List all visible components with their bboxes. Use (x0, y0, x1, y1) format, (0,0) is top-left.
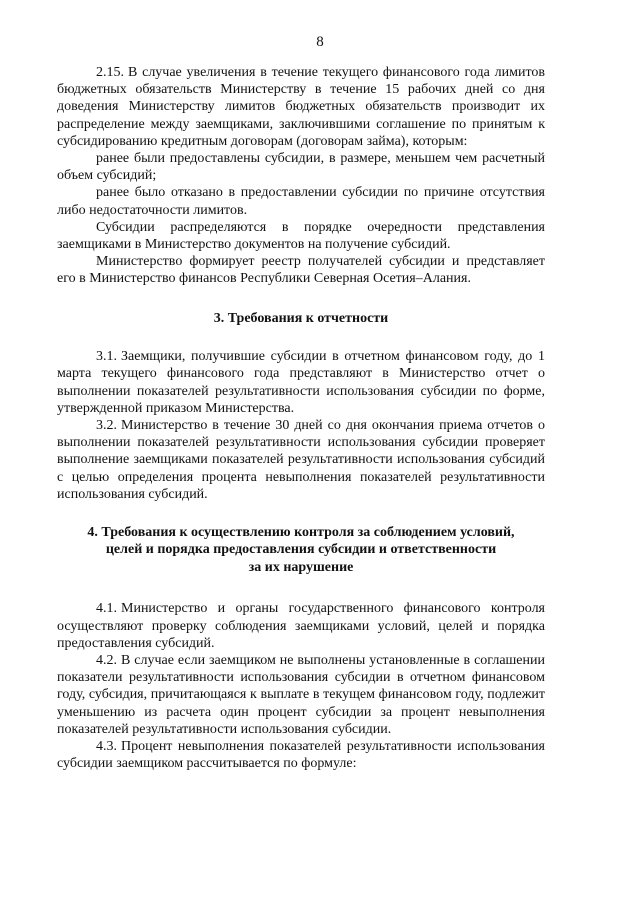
paragraph-number: 3.1. (96, 349, 117, 365)
paragraph-4-2 (57, 652, 545, 738)
paragraph-number: 4.3. (96, 739, 117, 755)
paragraph-number: 4.1. (96, 601, 117, 617)
paragraph-text: Министерство и органы государственного финансового контроля осуществляют проверку соблюдения заемщиками условий, целей и порядка предоставления субсидий. (57, 601, 545, 651)
paragraph-number: 2.15. (96, 65, 124, 80)
section-4-heading-line-1: 4. Требования к осуществлению контроля за соблюдением условий, (87, 524, 515, 540)
section-4-heading-line-3: за их нарушение (248, 559, 354, 575)
paragraph-text: В случае увеличения в течение текущего финансового года лимитов бюджетных обязательств Министерству в течение 15 рабочих дней со дня доведения Министерству лимитов бюджетных обязательств производит их распределение между заемщиками, заключившими соглашение по принятым к субсидированию кредитным договорам (договорам займа), которым: (57, 65, 545, 149)
paragraph-4-3 (57, 738, 545, 772)
paragraph-number: 3.2. (96, 417, 117, 433)
section-4-heading (57, 524, 545, 577)
paragraph-text: Процент невыполнения показателей результативности использования субсидии заемщиком рассчитывается по формуле: (57, 739, 545, 772)
paragraph-text: В случае если заемщиком не выполнены установленные в соглашении показатели результативности использования субсидии в отчетном финансовом году, субсидия, причитающаяся к выплате в текущем финансовом году, подлежит уменьшению из расчета один процент субсидии за процент невыполнения показателей результативности использования субсидии. (57, 653, 545, 737)
document-body (57, 64, 545, 773)
section-4-heading-line-2: целей и порядка предоставления субсидии и ответственности (105, 542, 497, 558)
paragraph-3-1 (57, 348, 545, 417)
paragraph-text: Министерство в течение 30 дней со дня окончания приема отчетов о выполнении показателей результативности использования субсидии проверяет выполнение заемщиками показателей результативности использования субсидий с целью определения процента невыполнения показателей результативности использования субсидий. (57, 417, 545, 502)
paragraph-4-1 (57, 600, 545, 652)
paragraph-2-15 (57, 64, 545, 150)
paragraph-text: Заемщики, получившие субсидии в отчетном финансовом году, до 1 марта текущего финансового года представляют в Министерство отчет о выполнении показателей результативности использования субсидии по форме, утвержденной приказом Министерства. (57, 349, 545, 416)
paragraph-registry: Министерство формирует реестр получателей субсидии и представляет его в Министерство финансов Республики Северная Осетия–Алания. (57, 254, 545, 287)
page-number: 8 (316, 34, 324, 50)
paragraph-3-2 (57, 417, 545, 503)
section-3-heading: 3. Требования к отчетности (213, 310, 389, 326)
paragraph-item-a: ранее были предоставлены субсидии, в размере, меньшем чем расчетный объем субсидий; (57, 151, 545, 184)
paragraph-distribution-order: Субсидии распределяются в порядке очередности представления заемщиками в Министерство документов на получение субсидий. (57, 219, 545, 253)
paragraph-item-b: ранее было отказано в предоставлении субсидии по причине отсутствия либо недостаточности лимитов. (57, 185, 545, 218)
paragraph-number: 4.2. (96, 653, 117, 669)
